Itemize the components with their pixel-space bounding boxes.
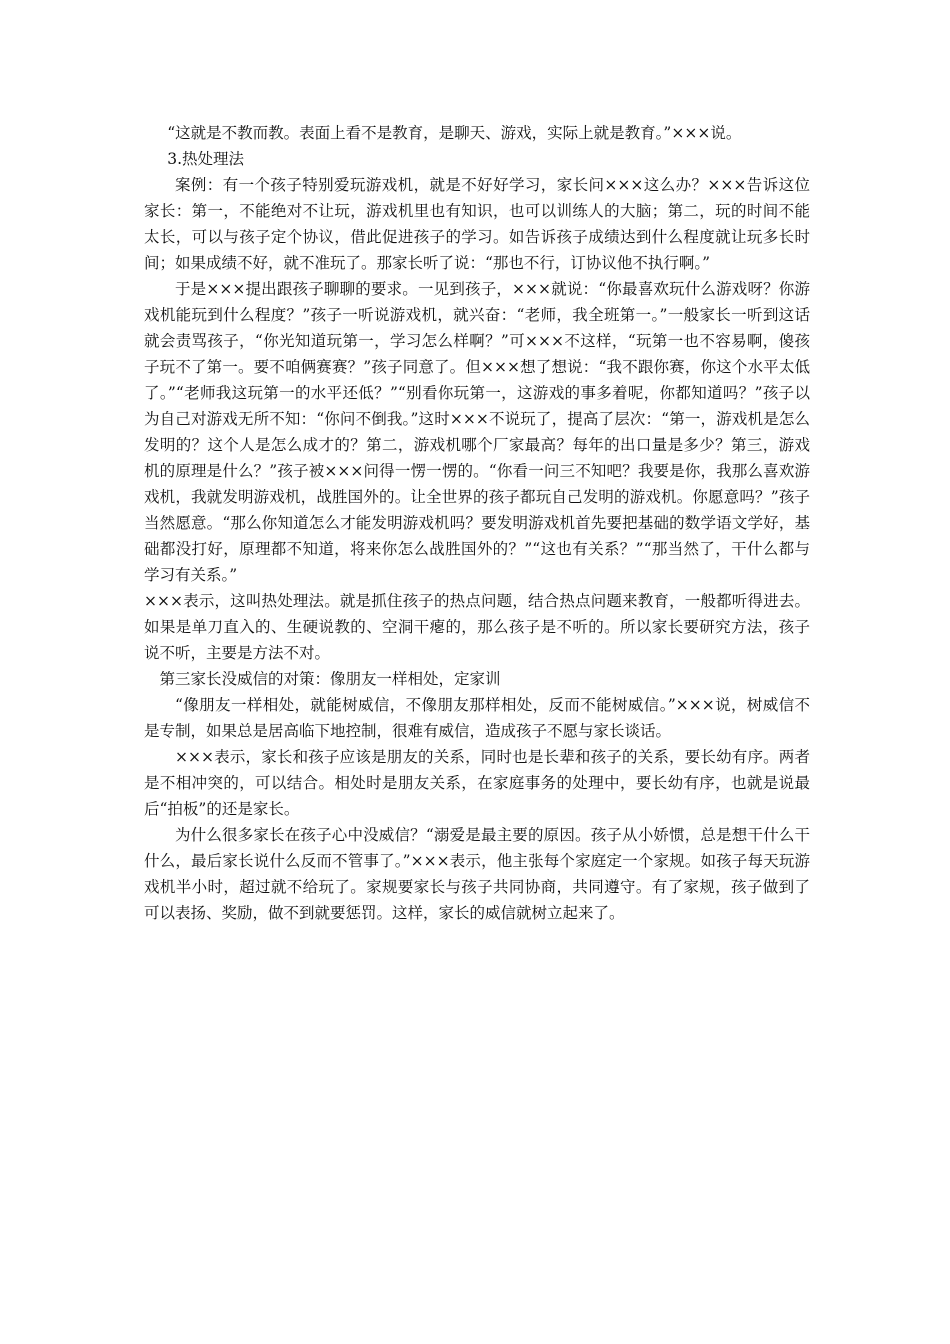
paragraph-conversation: 于是×××提出跟孩子聊聊的要求。一见到孩子，×××就说：“你最喜欢玩什么游戏呀？你游戏机能玩到什么程度？”孩子一听说游戏机，就兴奋：“老师，我全班第一。”一般家长一听到这话就会责骂孩子，“你光知道玩第一，学习怎么样啊？”可×××不这样，“玩第一也不容易啊，傻孩子玩不了第一。要不咱俩赛赛？”孩子同意了。但×××想了想说：“我不跟你赛，你这个水平太低了。”“老师我这玩第一的水平还低？”“别看你玩第一，这游戏的事多着呢，你都知道吗？”孩子以为自己对游戏无所不知：“你问不倒我。”这时×××不说玩了，提高了层次：“第一，游戏机是怎么发明的？这个人是怎么成才的？第二，游戏机哪个厂家最高？每年的出口量是多少？第三，游戏机的原理是什么？”孩子被×××问得一愣一愣的。“你看一问三不知吧？我要是你，我那么喜欢游戏机，我就发明游戏机，战胜国外的。让全世界的孩子都玩自己发明的游戏机。你愿意吗？”孩子当然愿意。“那么你知道怎么才能发明游戏机吗？要发明游戏机首先要把基础的数学语文学好，基础都没打好，原理都不知道，将来你怎么战胜国外的？”“这也有关系？”“那当然了，干什么都与学习有关系。” xyxy=(144,280,810,584)
section-heading-hot-method: 3.热处理法 xyxy=(167,150,245,168)
section-heading-authority: 第三家长没威信的对策：像朋友一样相处，定家训 xyxy=(159,670,501,688)
paragraph-house-rules: 为什么很多家长在孩子心中没威信？“溺爱是最主要的原因。孩子从小娇惯，总是想干什么干什么，最后家长说什么反而不管事了。”×××表示，他主张每个家庭定一个家规。如孩子每天玩游戏机半小时，超过就不给玩了。家规要家长与孩子共同协商，共同遵守。有了家规，孩子做到了可以表扬、奖励，做不到就要惩罚。这样，家长的威信就树立起来了。 xyxy=(144,826,810,922)
paragraph-relationship: ×××表示，家长和孩子应该是朋友的关系，同时也是长辈和孩子的关系，要长幼有序。两者是不相冲突的，可以结合。相处时是朋友关系，在家庭事务的处理中，要长幼有序，也就是说最后“拍板”的还是家长。 xyxy=(144,748,810,818)
paragraph-hot-method-explanation: ×××表示，这叫热处理法。就是抓住孩子的热点问题，结合热点问题来教育，一般都听得进去。如果是单刀直入的、生硬说教的、空洞干瘪的，那么孩子是不听的。所以家长要研究方法，孩子说不听，主要是方法不对。 xyxy=(144,592,810,662)
paragraph-case: 案例：有一个孩子特别爱玩游戏机，就是不好好学习，家长问×××这么办？×××告诉这位家长：第一，不能绝对不让玩，游戏机里也有知识，也可以训练人的大脑；第二，玩的时间不能太长，可以与孩子定个协议，借此促进孩子的学习。如告诉孩子成绩达到什么程度就让玩多长时间；如果成绩不好，就不准玩了。那家长听了说：“那也不行，订协议他不执行啊。” xyxy=(144,176,810,272)
document-body xyxy=(144,120,810,926)
paragraph-quote-conclusion: “这就是不教而教。表面上看不是教育，是聊天、游戏，实际上就是教育。”×××说。 xyxy=(167,124,742,142)
paragraph-friends-quote: “像朋友一样相处，就能树威信，不像朋友那样相处，反而不能树威信。”×××说，树威信不是专制，如果总是居高临下地控制，很难有威信，造成孩子不愿与家长谈话。 xyxy=(144,696,810,740)
